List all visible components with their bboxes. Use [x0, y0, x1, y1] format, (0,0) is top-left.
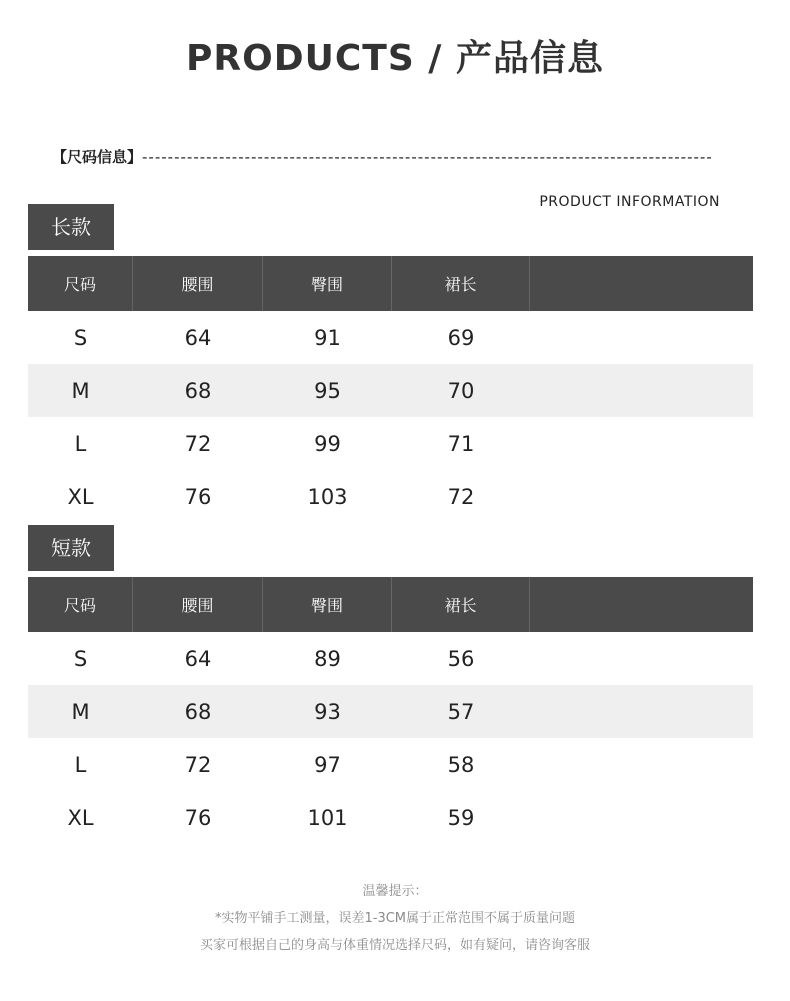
column-header-empty — [530, 577, 753, 632]
page-title: PRODUCTS / 产品信息 — [186, 38, 604, 79]
table-row — [28, 791, 753, 844]
cell-length: 57 — [447, 699, 475, 724]
cell-hip: 91 — [314, 325, 341, 350]
section-tag-long: 长款 — [28, 204, 114, 250]
table-row — [28, 364, 753, 417]
cell-size: S — [73, 646, 88, 671]
cell-waist: 72 — [184, 752, 212, 777]
column-header-waist: 腰围 — [133, 577, 263, 632]
section-tag-short: 短款 — [28, 525, 114, 571]
table-row — [28, 470, 753, 523]
cell-length: 71 — [447, 431, 475, 456]
table-header — [28, 577, 753, 632]
tips-title: 温馨提示： — [362, 884, 428, 899]
cell-waist: 68 — [184, 378, 212, 403]
cell-length: 69 — [447, 325, 475, 350]
cell-size: M — [71, 378, 90, 403]
size-info-heading — [52, 146, 720, 168]
cell-hip: 93 — [314, 699, 341, 724]
cell-hip: 99 — [314, 431, 341, 456]
cell-waist: 64 — [184, 325, 212, 350]
table-row — [28, 632, 753, 685]
column-header-empty — [530, 256, 753, 311]
cell-length: 72 — [447, 484, 475, 509]
cell-size: L — [74, 431, 87, 456]
column-header-size: 尺码 — [28, 577, 133, 632]
tips-line-advice: 买家可根据自己的身高与体重情况选择尺码，如有疑问，请咨询客服 — [199, 938, 590, 953]
cell-length: 70 — [447, 378, 475, 403]
table-row — [28, 685, 753, 738]
cell-waist: 64 — [184, 646, 212, 671]
size-table-short — [28, 577, 753, 844]
size-info-label: 【尺码信息】 — [52, 148, 143, 166]
dashed-divider: ----------------------------------------------------------------------------------------- — [142, 148, 713, 166]
cell-size: XL — [67, 805, 94, 830]
cell-size: S — [73, 325, 88, 350]
column-header-length: 裙长 — [392, 577, 530, 632]
column-header-waist: 腰围 — [133, 256, 263, 311]
cell-waist: 76 — [184, 484, 212, 509]
cell-waist: 72 — [184, 431, 212, 456]
cell-hip: 89 — [314, 646, 341, 671]
tips-notes — [0, 878, 790, 959]
table-header — [28, 256, 753, 311]
column-header-hip: 臀围 — [263, 256, 392, 311]
cell-waist: 76 — [184, 805, 212, 830]
cell-hip: 103 — [307, 484, 348, 509]
cell-size: M — [71, 699, 90, 724]
tips-line-measurement: *实物平铺手工测量，误差1-3CM属于正常范围不属于质量问题 — [214, 911, 576, 926]
cell-length: 58 — [447, 752, 475, 777]
cell-size: L — [74, 752, 87, 777]
cell-hip: 101 — [307, 805, 348, 830]
cell-waist: 68 — [184, 699, 212, 724]
cell-hip: 97 — [314, 752, 341, 777]
table-row — [28, 738, 753, 791]
cell-length: 56 — [447, 646, 475, 671]
cell-length: 59 — [447, 805, 475, 830]
cell-hip: 95 — [314, 378, 341, 403]
table-row — [28, 417, 753, 470]
column-header-length: 裙长 — [392, 256, 530, 311]
table-row — [28, 311, 753, 364]
cell-size: XL — [67, 484, 94, 509]
column-header-hip: 臀围 — [263, 577, 392, 632]
column-header-size: 尺码 — [28, 256, 133, 311]
size-table-long — [28, 256, 753, 523]
product-information-subtitle: PRODUCT INFORMATION — [539, 194, 720, 210]
